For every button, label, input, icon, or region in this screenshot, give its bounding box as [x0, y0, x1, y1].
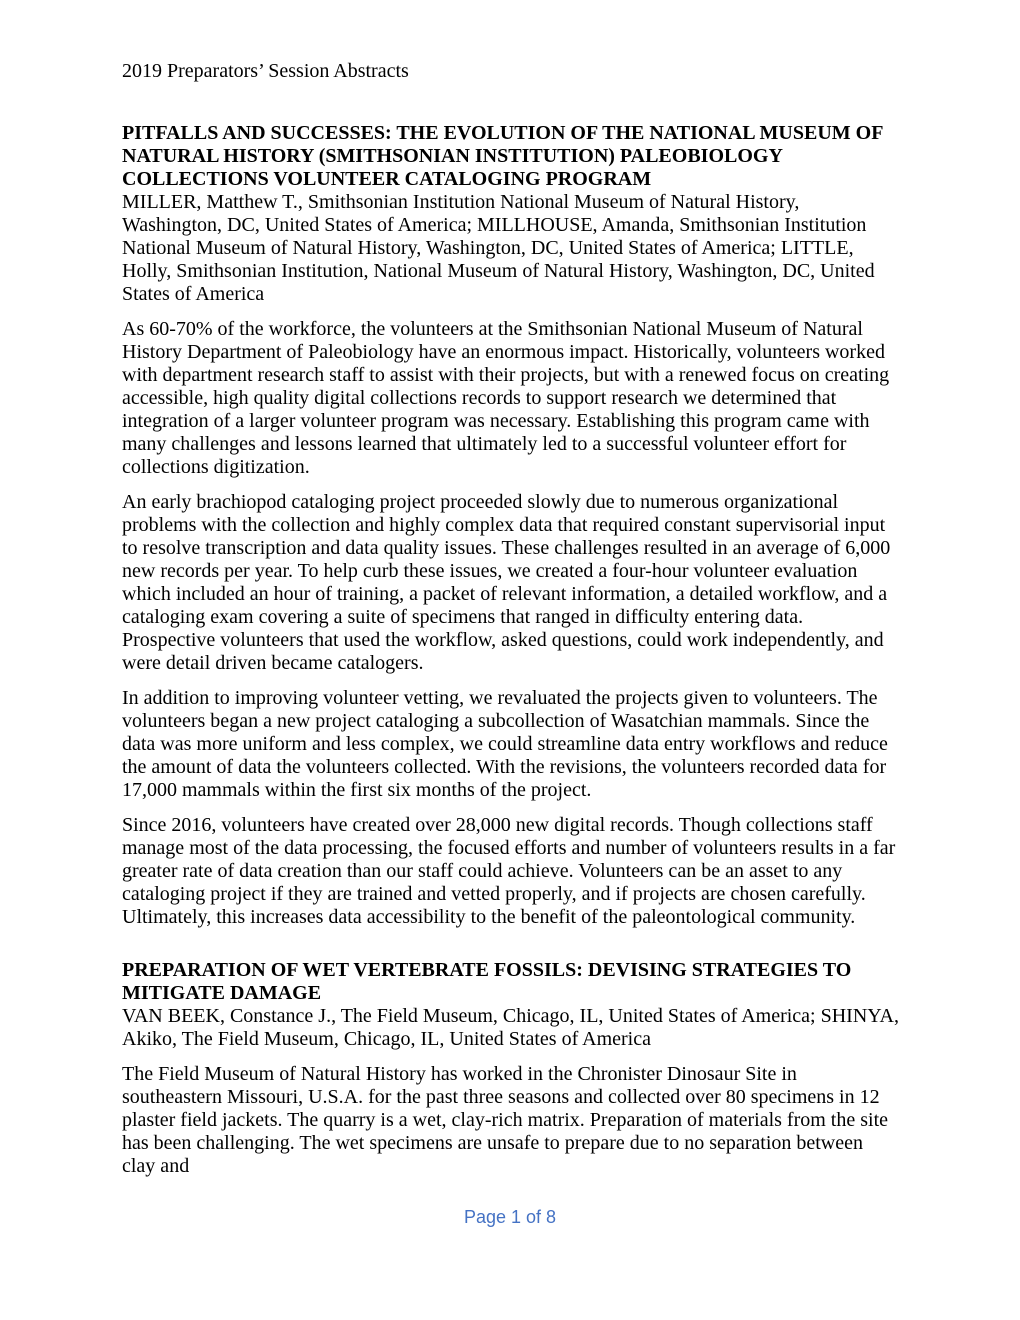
- abstract-1-authors: MILLER, Matthew T., Smithsonian Institution National Museum of Natural History, Washington, DC, United States of America; MILLHOUSE, Amanda, Smithsonian Institution National Museum of Natural History, Washington, DC, United States of America; LITTLE, Holly, Smithsonian Institution, National Museum of Natural History, Washington, DC, United States of America: [122, 191, 875, 305]
- abstract-2-authors: VAN BEEK, Constance J., The Field Museum, Chicago, IL, United States of America; SHINYA, Akiko, The Field Museum, Chicago, IL, United States of America: [122, 1005, 899, 1050]
- abstract-1-paragraph-3: In addition to improving volunteer vetting, we revaluated the projects given to volunteers. The volunteers began a new project cataloging a subcollection of Wasatchian mammals. Since the data was more uniform and less complex, we could streamline data entry workflows and reduce the amount of data the volunteers collected. With the revisions, the volunteers recorded data for 17,000 mammals within the first six months of the project.: [122, 687, 888, 801]
- abstract-2-paragraph-1: The Field Museum of Natural History has worked in the Chronister Dinosaur Site in southeastern Missouri, U.S.A. for the past three seasons and collected over 80 specimens in 12 plaster field jackets. The quarry is a wet, clay-rich matrix. Preparation of materials from the site has been challenging. The wet specimens are unsafe to prepare due to no separation between clay and: [122, 1063, 889, 1177]
- abstract-1-body: [122, 318, 900, 929]
- abstract-1-paragraph-2: An early brachiopod cataloging project proceeded slowly due to numerous organizational problems with the collection and highly complex data that required constant supervisorial input to resolve transcription and data quality issues. These challenges resulted in an average of 6,000 new records per year. To help curb these issues, we created a four-hour volunteer evaluation which included an hour of training, a packet of relevant information, a detailed workflow, and a cataloging exam covering a suite of specimens that ranged in difficulty entering data. Prospective volunteers that used the workflow, asked questions, could work independently, and were detail driven became catalogers.: [122, 491, 891, 674]
- abstract-section-2: [122, 959, 900, 1178]
- abstract-1-title: PITFALLS AND SUCCESSES: THE EVOLUTION OF THE NATIONAL MUSEUM OF NATURAL HISTORY (SMITHSONIAN INSTITUTION) PALEOBIOLOGY COLLECTIONS VOLUNTEER CATALOGING PROGRAM: [122, 122, 883, 190]
- abstract-1-paragraph-1: As 60-70% of the workforce, the volunteers at the Smithsonian National Museum of Natural History Department of Paleobiology have an enormous impact. Historically, volunteers worked with department research staff to assist with their projects, but with a renewed focus on creating accessible, high quality digital collections records to support research we determined that integration of a larger volunteer program was necessary. Establishing this program came with many challenges and lessons learned that ultimately led to a successful volunteer effort for collections digitization.: [122, 318, 890, 478]
- abstract-section-1: [122, 122, 900, 929]
- document-header: 2019 Preparators’ Session Abstracts: [122, 60, 409, 82]
- page-number-footer: Page 1 of 8: [463, 1207, 557, 1227]
- abstract-2-body: [122, 1063, 900, 1178]
- abstract-1-paragraph-4: Since 2016, volunteers have created over 28,000 new digital records. Though collections staff manage most of the data processing, the focused efforts and number of volunteers results in a far greater rate of data creation than our staff could achieve. Volunteers can be an asset to any cataloging project if they are trained and vetted properly, and if projects are chosen carefully. Ultimately, this increases data accessibility to the benefit of the paleontological community.: [122, 814, 896, 928]
- abstract-2-title: PREPARATION OF WET VERTEBRATE FOSSILS: DEVISING STRATEGIES TO MITIGATE DAMAGE: [122, 959, 852, 1004]
